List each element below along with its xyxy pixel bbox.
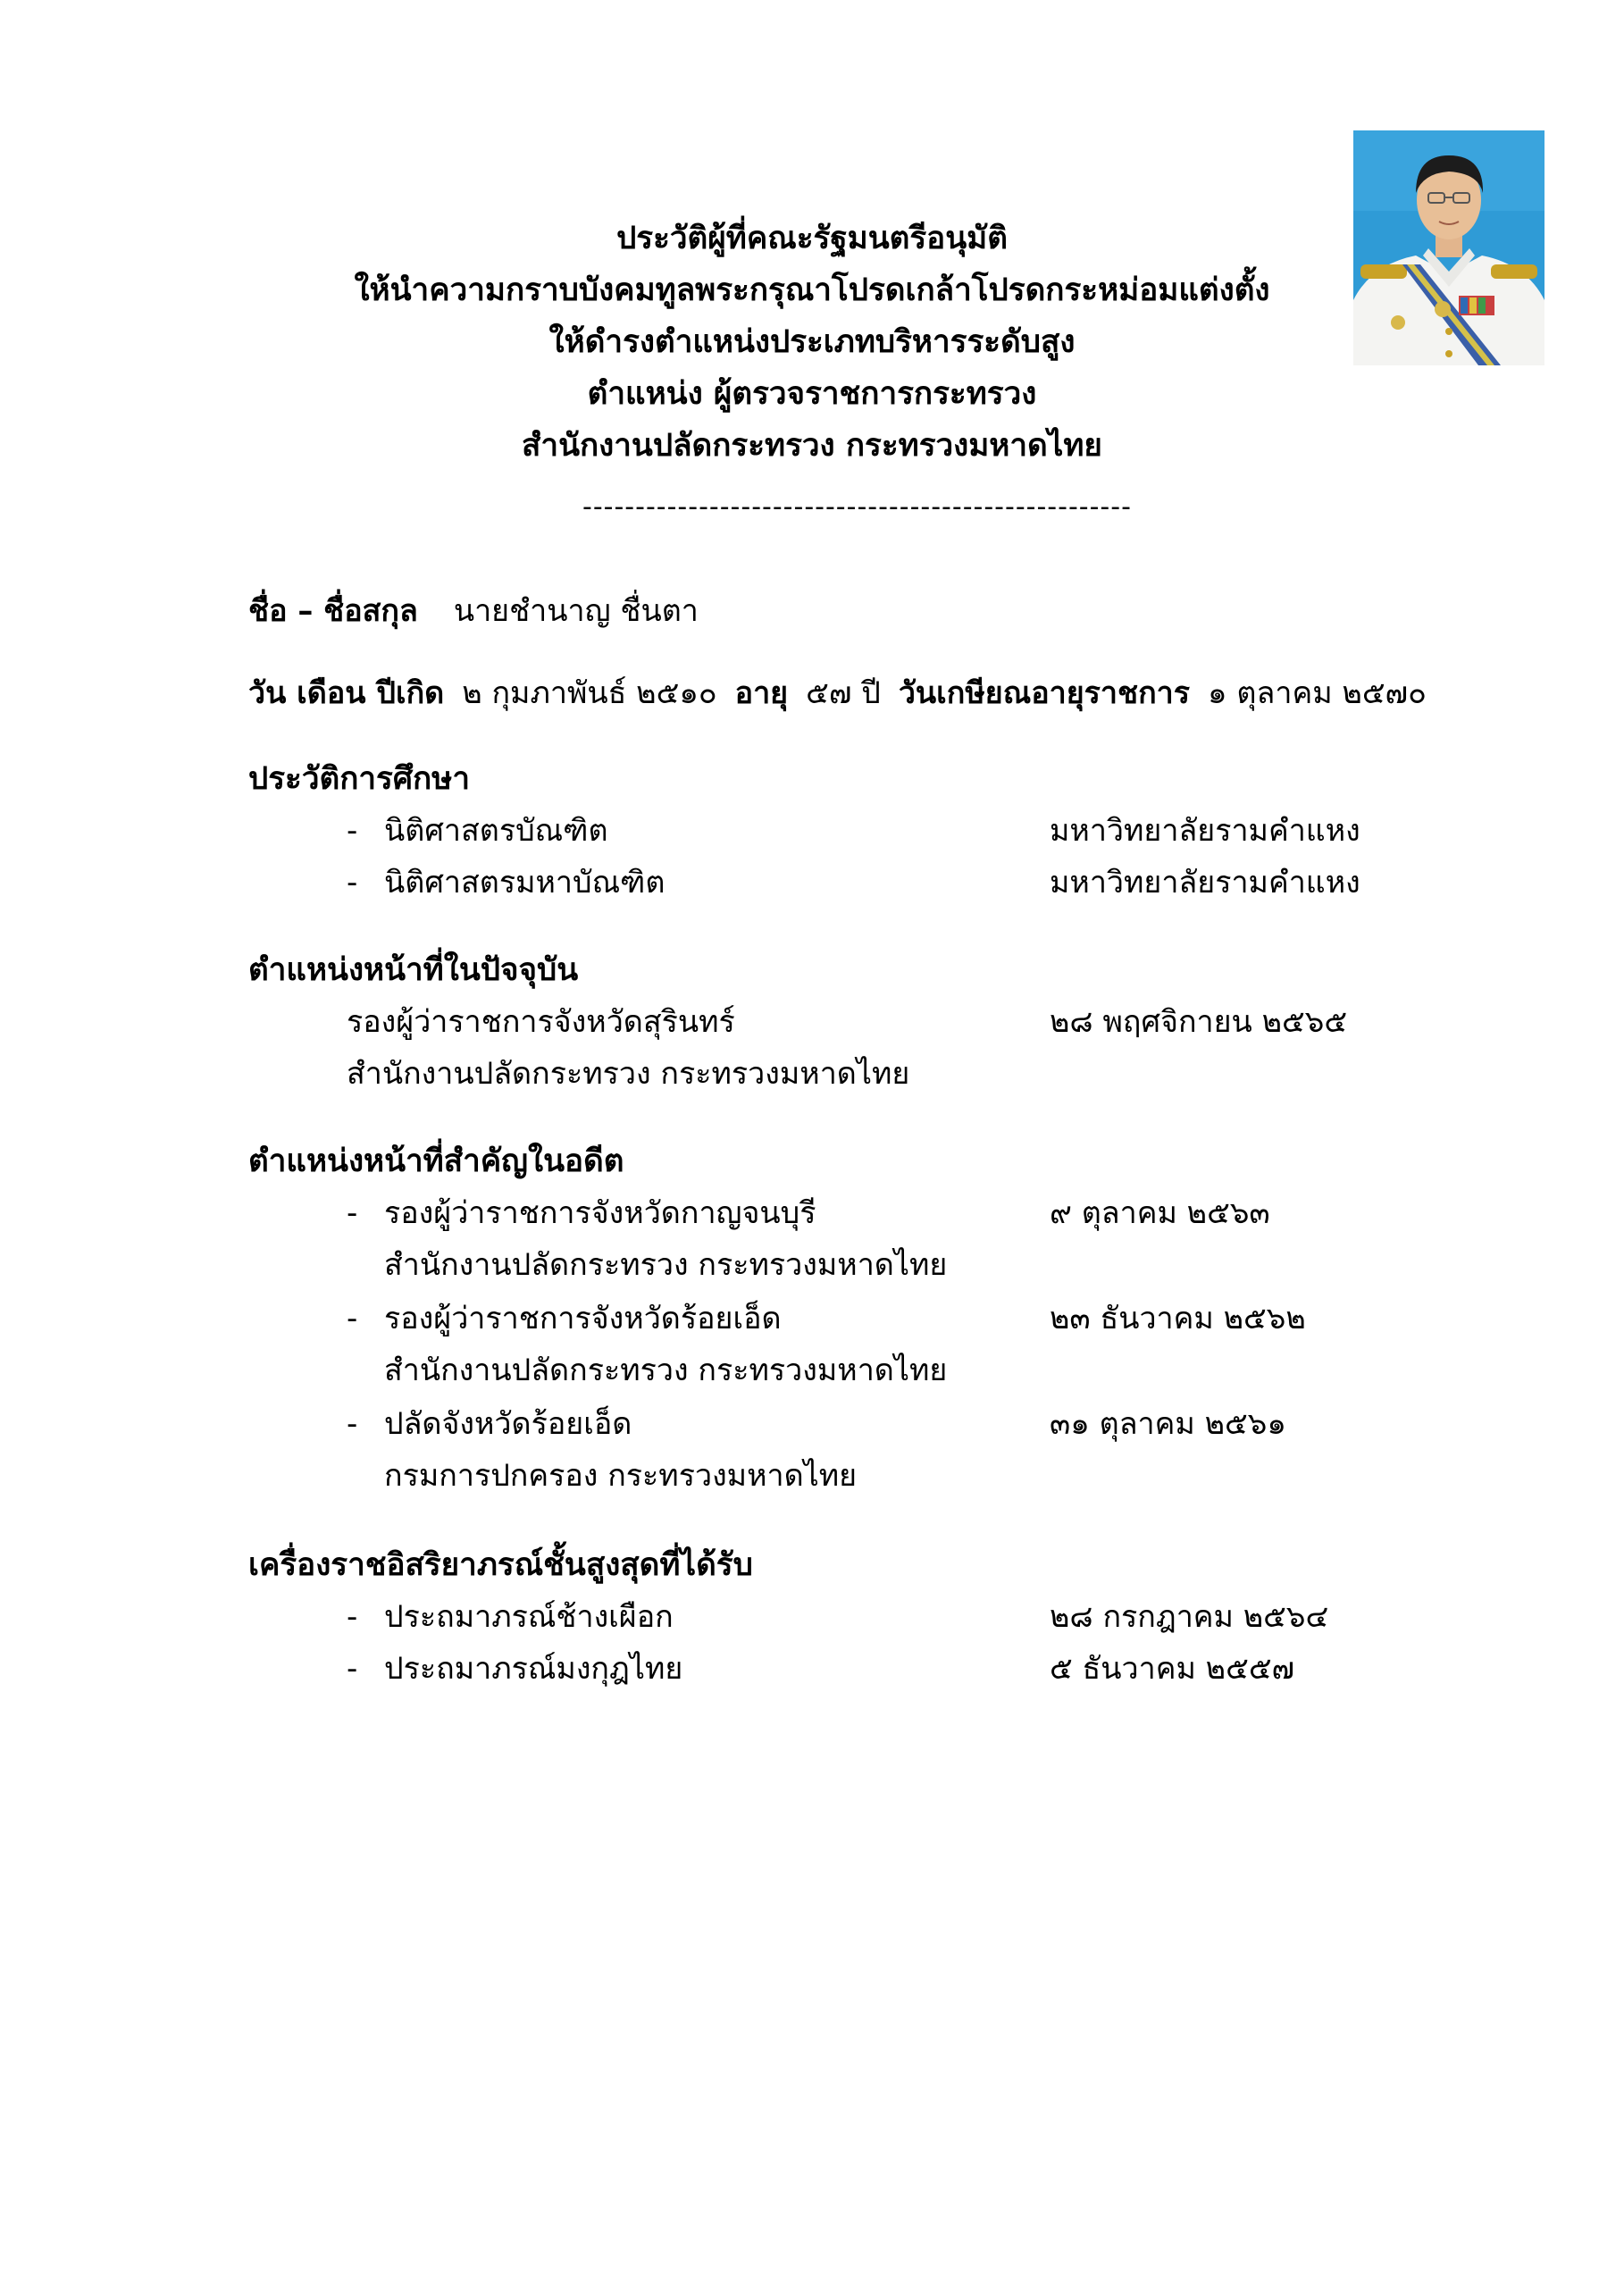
past-position-title: ปลัดจังหวัดร้อยเอ็ด bbox=[384, 1406, 632, 1442]
header-line-1: ประวัติผู้ที่คณะรัฐมนตรีอนุมัติ bbox=[616, 221, 1008, 256]
age-label: อายุ bbox=[734, 675, 789, 711]
header-line-2: ให้นำความกราบบังคมทูลพระกรุณาโปรดเกล้าโปรดกระหม่อมแต่งตั้ง bbox=[354, 272, 1270, 308]
decorations-heading: เครื่องราชอิสริยาภรณ์ชั้นสูงสุดที่ได้รับ bbox=[248, 1547, 753, 1583]
header-separator: ---------------------------------------------------- bbox=[582, 491, 1132, 523]
bullet: - bbox=[347, 1599, 358, 1635]
name-label: ชื่อ – ชื่อสกุล bbox=[248, 593, 418, 629]
name-value: นายชำนาญ ชื่นตา bbox=[453, 593, 699, 629]
past-position-org: สำนักงานปลัดกระทรวง กระทรวงมหาดไทย bbox=[384, 1247, 948, 1283]
birth-value: ๒ กุมภาพันธ์ ๒๕๑๐ bbox=[462, 675, 717, 711]
past-position-title: รองผู้ว่าราชการจังหวัดกาญจนบุรี bbox=[384, 1195, 816, 1231]
decoration-date: ๒๘ กรกฎาคม ๒๕๖๔ bbox=[1050, 1599, 1329, 1635]
bullet: - bbox=[347, 1301, 358, 1336]
past-position-date: ๒๓ ธันวาคม ๒๕๖๒ bbox=[1050, 1301, 1306, 1336]
current-position-date: ๒๘ พฤศจิกายน ๒๕๖๕ bbox=[1050, 1004, 1348, 1040]
retire-label: วันเกษียณอายุราชการ bbox=[898, 675, 1191, 711]
past-positions-heading: ตำแหน่งหน้าที่สำคัญในอดีต bbox=[248, 1144, 624, 1179]
decoration-name: ประถมาภรณ์มงกุฎไทย bbox=[384, 1651, 683, 1687]
birth-row bbox=[248, 672, 1427, 715]
bullet: - bbox=[347, 1406, 358, 1442]
name-row bbox=[248, 590, 699, 632]
retire-value: ๑ ตุลาคม ๒๕๗๐ bbox=[1208, 675, 1427, 711]
bullet: - bbox=[347, 865, 358, 901]
header-line-5: สำนักงานปลัดกระทรวง กระทรวงมหาดไทย bbox=[522, 428, 1102, 464]
current-position-heading: ตำแหน่งหน้าที่ในปัจจุบัน bbox=[248, 952, 579, 988]
past-position-title: รองผู้ว่าราชการจังหวัดร้อยเอ็ด bbox=[384, 1301, 782, 1336]
bullet: - bbox=[347, 813, 358, 849]
bullet: - bbox=[347, 1195, 358, 1231]
decoration-name: ประถมาภรณ์ช้างเผือก bbox=[384, 1599, 674, 1635]
education-degree: นิติศาสตรมหาบัณฑิต bbox=[384, 865, 666, 901]
header-line-3: ให้ดำรงตำแหน่งประเภทบริหารระดับสูง bbox=[548, 324, 1076, 360]
past-position-date: ๙ ตุลาคม ๒๕๖๓ bbox=[1050, 1195, 1270, 1231]
decoration-date: ๕ ธันวาคม ๒๕๕๗ bbox=[1050, 1651, 1295, 1687]
education-heading: ประวัติการศึกษา bbox=[248, 761, 470, 797]
age-value: ๕๗ ปี bbox=[806, 675, 881, 711]
header-line-4: ตำแหน่ง ผู้ตรวจราชการกระทรวง bbox=[587, 376, 1037, 412]
education-degree: นิติศาสตรบัณฑิต bbox=[384, 813, 608, 849]
past-position-org: สำนักงานปลัดกระทรวง กระทรวงมหาดไทย bbox=[384, 1353, 948, 1388]
education-institution: มหาวิทยาลัยรามคำแหง bbox=[1050, 865, 1360, 901]
current-position-org: สำนักงานปลัดกระทรวง กระทรวงมหาดไทย bbox=[347, 1056, 910, 1092]
education-institution: มหาวิทยาลัยรามคำแหง bbox=[1050, 813, 1360, 849]
document-header bbox=[0, 213, 1624, 472]
past-position-org: กรมการปกครอง กระทรวงมหาดไทย bbox=[384, 1458, 858, 1494]
past-position-date: ๓๑ ตุลาคม ๒๕๖๑ bbox=[1050, 1406, 1286, 1442]
birth-label: วัน เดือน ปีเกิด bbox=[248, 675, 445, 711]
current-position-title: รองผู้ว่าราชการจังหวัดสุรินทร์ bbox=[347, 1004, 735, 1040]
bullet: - bbox=[347, 1651, 358, 1687]
